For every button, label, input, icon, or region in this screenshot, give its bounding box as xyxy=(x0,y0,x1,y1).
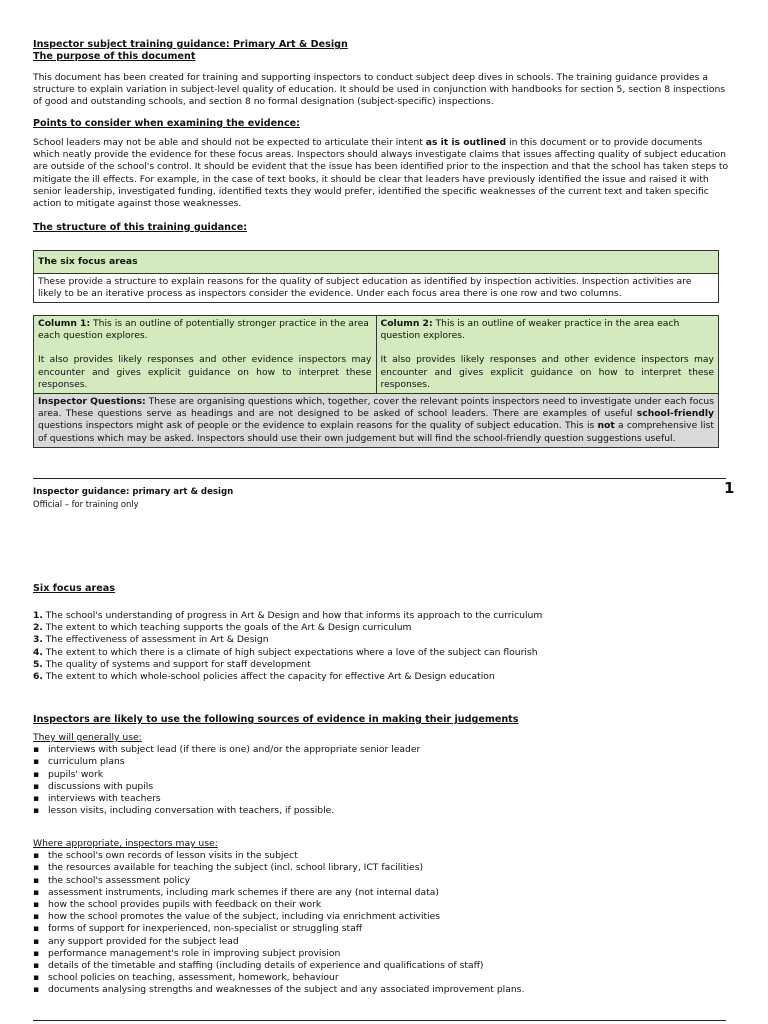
document-header xyxy=(33,39,733,63)
focus-area-item: 6. The extent to which whole-school policies affect the capacity for effective Art & Design education xyxy=(33,671,495,683)
list-item: ▪ details of the timetable and staffing (including details of experience and qualifications of staff) xyxy=(33,960,733,972)
footer-title: Inspector guidance: primary art & design xyxy=(33,487,234,497)
list-item: ▪ how the school promotes the value of the subject, including via enrichment activities xyxy=(33,911,733,923)
footer-subtitle: Official – for training only xyxy=(33,499,139,510)
list-item: ▪ lesson visits, including conversation with teachers, if possible. xyxy=(33,805,733,817)
structure-heading: The structure of this training guidance: xyxy=(33,222,248,233)
list-item: ▪ interviews with teachers xyxy=(33,793,733,805)
list-item: ▪ pupils' work xyxy=(33,769,733,781)
footer-divider xyxy=(33,478,726,479)
list-item: ▪ documents analysing strengths and weaknesses of the subject and any associated improvement plans. xyxy=(33,984,733,996)
purpose-paragraph: This document has been created for training and supporting inspectors to conduct subject deep dives in schools. The training guidance provides a structure to explain variation in subject-level quality of education. It should be used in conjunction with handbooks for section 5, section 8 inspections of good and outstanding schools, and section 8 no formal designation (subject-specific) inspections. xyxy=(33,72,726,108)
page-footer xyxy=(33,486,733,510)
list-item: ▪ curriculum plans xyxy=(33,756,733,768)
focus-area-item: 2. The extent to which teaching supports the goals of the Art & Design curriculum xyxy=(33,622,412,634)
appropriate-sources-label: Where appropriate, inspectors may use: xyxy=(33,838,218,849)
appropriate-sources xyxy=(33,838,733,997)
points-paragraph: School leaders may not be able and should not be expected to articulate their intent as it is outlined in this document or to provide documents which neatly provide the evidence for these focus areas. Inspectors should always investigate claims that issues affecting quality of subject education are outside of the school's control. It should be evident that the issue has been identified prior to the inspection and that the school has taken steps to mitigate the ill effects. For example, in the case of text books, it should be clear that leaders have previously identified the issue and raised it with senior leadership, investigated funding, identified texts they would prefer, identified the specific weaknesses of the current text and taken specific action to mitigate against those weaknesses. xyxy=(33,137,729,210)
focus-area-item: 4. The extent to which there is a climate of high subject expectations where a love of the subject can flourish xyxy=(33,646,538,658)
column-2-cell: Column 2: This is an outline of weaker practice in the area each question explores. It also provides likely responses and other evidence inspectors may encounter and gives explicit guidance on how to interpret these responses. xyxy=(376,316,719,394)
list-item: ▪ any support provided for the subject lead xyxy=(33,936,733,948)
list-item: ▪ forms of support for inexperienced, non-specialist or struggling staff xyxy=(33,923,733,935)
list-item: ▪ the school's assessment policy xyxy=(33,875,733,887)
focus-area-item: 5. The quality of systems and support for staff development xyxy=(33,658,311,670)
purpose-heading: The purpose of this document xyxy=(33,51,196,63)
list-item: ▪ assessment instruments, including mark schemes if there are any (not internal data) xyxy=(33,887,733,899)
six-focus-box xyxy=(33,250,733,303)
list-item: ▪ how the school provides pupils with feedback on their work xyxy=(33,899,733,911)
general-sources xyxy=(33,732,733,817)
list-item: ▪ discussions with pupils xyxy=(33,781,733,793)
bottom-divider xyxy=(33,1020,726,1021)
focus-area-item: 1. The school's understanding of progress in Art & Design and how that informs its approach to the curriculum xyxy=(33,610,543,621)
points-heading: Points to consider when examining the evidence: xyxy=(33,118,300,129)
list-item: ▪ interviews with subject lead (if there is one) and/or the appropriate senior leader xyxy=(33,744,733,756)
list-item: ▪ the school's own records of lesson visits in the subject xyxy=(33,850,733,862)
page-number: 1 xyxy=(724,479,735,497)
six-focus-box-text: These provide a structure to explain reasons for the quality of subject education as identified by inspection activities. Inspection activities are likely to be an iterative process as inspectors consider the evidence. Under each focus area there is one row and two columns. xyxy=(34,274,719,303)
focus-areas-list xyxy=(33,610,733,683)
list-item: ▪ the resources available for teaching the subject (incl. school library, ICT facilities) xyxy=(33,862,733,874)
columns-box xyxy=(33,315,733,448)
column-1-cell: Column 1: This is an outline of potentially stronger practice in the area each question explores. It also provides likely responses and other evidence inspectors may encounter and gives explicit guidance on how to interpret these responses. xyxy=(34,316,377,394)
list-item: ▪ performance management's role in improving subject provision xyxy=(33,948,733,960)
sources-heading: Inspectors are likely to use the following sources of evidence in making their judgements xyxy=(33,714,519,725)
list-item: ▪ school policies on teaching, assessment, homework, behaviour xyxy=(33,972,733,984)
general-sources-label: They will generally use: xyxy=(33,732,142,743)
inspector-questions-cell: Inspector Questions: These are organising questions which, together, cover the relevant points inspectors need to investigate under each focus area. These questions serve as headings and are not designed to be asked of school leaders. There are examples of useful school-friendly questions inspectors might ask of people or the evidence to explain reasons for the quality of subject education. This is not a comprehensive list of questions which may be asked. Inspectors should use their own judgement but will find the school-friendly question suggestions useful. xyxy=(34,394,719,448)
focus-area-item: 3. The effectiveness of assessment in Art & Design xyxy=(33,634,269,646)
six-focus-box-title: The six focus areas xyxy=(34,251,719,274)
document-title: Inspector subject training guidance: Primary Art & Design xyxy=(33,39,348,50)
focus-areas-heading: Six focus areas xyxy=(33,583,115,594)
